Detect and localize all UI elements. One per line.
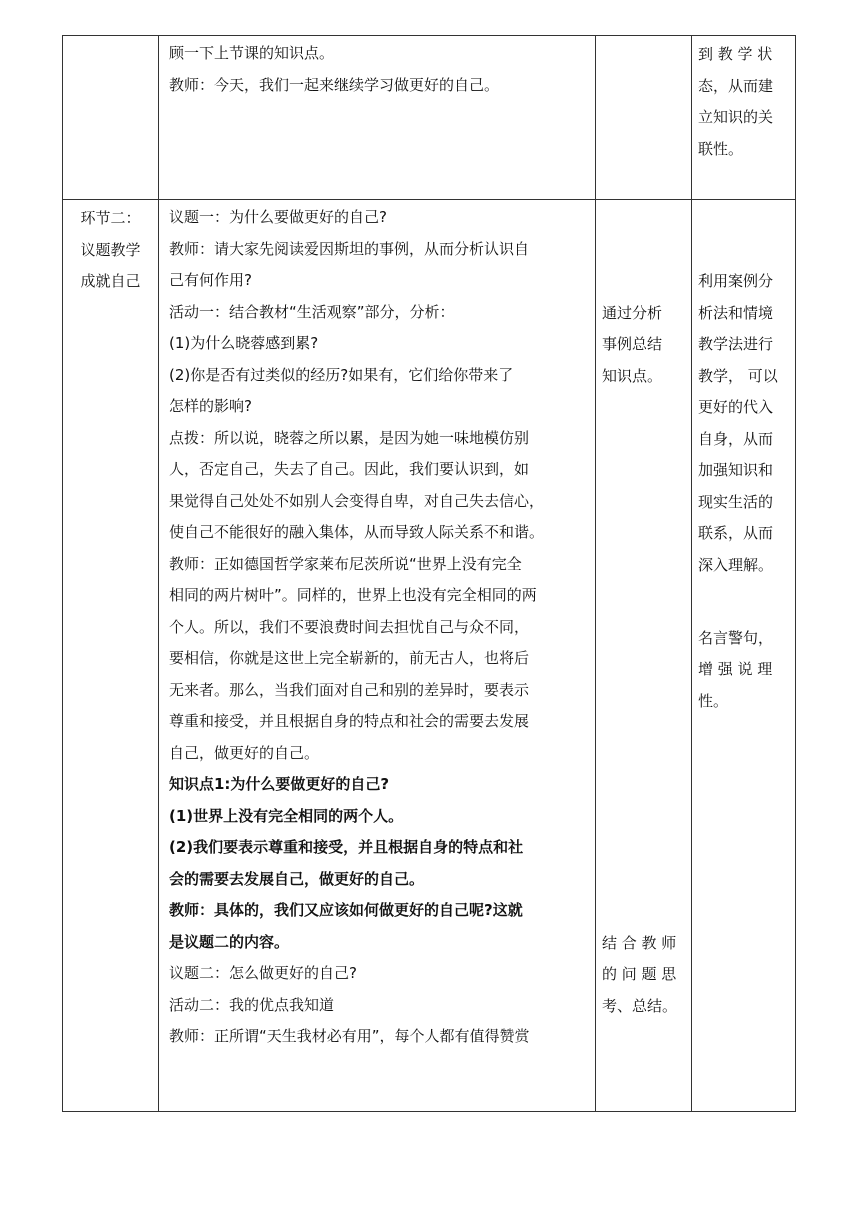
content-line: (1)为什么晓蓉感到累? [169,334,319,352]
content-line: 议题一：为什么要做更好的自己? [169,208,387,226]
content-line: 教师：今天，我们一起来继续学习做更好的自己。 [169,75,500,94]
design-purpose-cell [692,36,796,200]
content-line: 要相信，你就是这世上完全崭新的，前无古人，也将后 [169,649,530,667]
purpose-line: 加强知识和 [698,461,774,479]
content-line: 相同的两片树叶”。同样的，世界上也没有完全相同的两 [169,586,537,604]
content-line: 是议题二的内容。 [169,932,290,951]
student-line: 通过分析 [602,303,663,322]
student-line: 事例总结 [602,335,663,353]
purpose-line: 现实生活的 [698,492,774,511]
content-line: 果觉得自己处处不如别人会变得自卑，对自己失去信心， [169,491,545,510]
purpose-line: 联性。 [698,139,744,158]
content-line: 知识点1:为什么要做更好的自己? [169,775,390,793]
table-row [63,36,796,200]
content-line: (2)你是否有过类似的经历?如果有，它们给你带来了 [169,365,514,384]
purpose-line: 深入理解。 [698,555,774,574]
content-line: 使自己不能很好的融入集体，从而导致人际关系不和谐。 [169,523,545,541]
student-line: 考、总结。 [602,996,678,1015]
student-line: 的 问 题 思 [602,965,677,983]
content-line: 人，否定自己，失去了自己。因此，我们要认识到，如 [169,460,530,478]
content-line: 活动一：结合教材“生活观察”部分，分析： [169,302,455,321]
purpose-line: 立知识的关 [698,108,774,126]
stage-line: 环节二： [80,209,141,227]
stage-cell [63,36,159,200]
design-purpose-cell [692,200,796,1112]
content-line: 活动二：我的优点我知道 [169,995,335,1014]
lesson-plan-table [62,35,796,1112]
content-line: 顾一下上节课的知识点。 [169,44,335,62]
purpose-line: 增 强 说 理 [698,660,773,678]
content-line: (2)我们要表示尊重和接受，并且根据自身的特点和社 [169,838,524,856]
purpose-line: 联系，从而 [698,524,774,542]
purpose-line: 到 教 学 状 [698,45,773,63]
purpose-line: 自身，从而 [698,429,774,448]
content-line: 自己，做更好的自己。 [169,743,320,762]
content-line: 教师：正如德国哲学家莱布尼茨所说“世界上没有完全 [169,554,522,573]
purpose-line: 教学， 可以 [698,366,778,385]
content-line: 点拨：所以说，晓蓉之所以累，是因为她一味地模仿别 [169,428,530,447]
content-line: 会的需要去发展自己，做更好的自己。 [169,869,425,888]
content-line: (1)世界上没有完全相同的两个人。 [169,806,404,825]
purpose-line: 态，从而建 [698,76,774,95]
purpose-line: 性。 [698,691,729,710]
content-line: 个人。所以，我们不要浪费时间去担忧自己与众不同， [169,617,530,636]
purpose-line: 更好的代入 [698,398,774,416]
content-line: 教师：请大家先阅读爱因斯坦的事例，从而分析认识自 [169,239,530,258]
student-line: 知识点。 [602,366,663,385]
content-line: 无来者。那么，当我们面对自己和别的差异时，要表示 [169,680,530,699]
teaching-content-cell [159,200,596,1112]
content-line: 教师：具体的，我们又应该如何做更好的自己呢?这就 [169,901,523,919]
purpose-line: 析法和情境 [698,303,774,322]
purpose-line: 教学法进行 [698,335,774,353]
table-row [63,200,796,1112]
content-line: 尊重和接受，并且根据自身的特点和社会的需要去发展 [169,712,530,730]
stage-line: 成就自己 [80,272,141,290]
student-line: 结 合 教 师 [602,933,677,952]
student-activity-cell [596,200,692,1112]
content-line: 教师：正所谓“天生我材必有用”，每个人都有值得赞赏 [169,1027,530,1045]
teaching-content-cell [159,36,596,200]
content-line: 怎样的影响? [169,397,252,415]
stage-line: 议题教学 [80,240,141,259]
purpose-line: 名言警句， [698,628,774,647]
stage-cell [63,200,159,1112]
student-activity-cell [596,36,692,200]
content-line: 议题二：怎么做更好的自己? [169,964,357,982]
purpose-line: 利用案例分 [698,272,774,290]
content-line: 己有何作用? [169,271,252,289]
